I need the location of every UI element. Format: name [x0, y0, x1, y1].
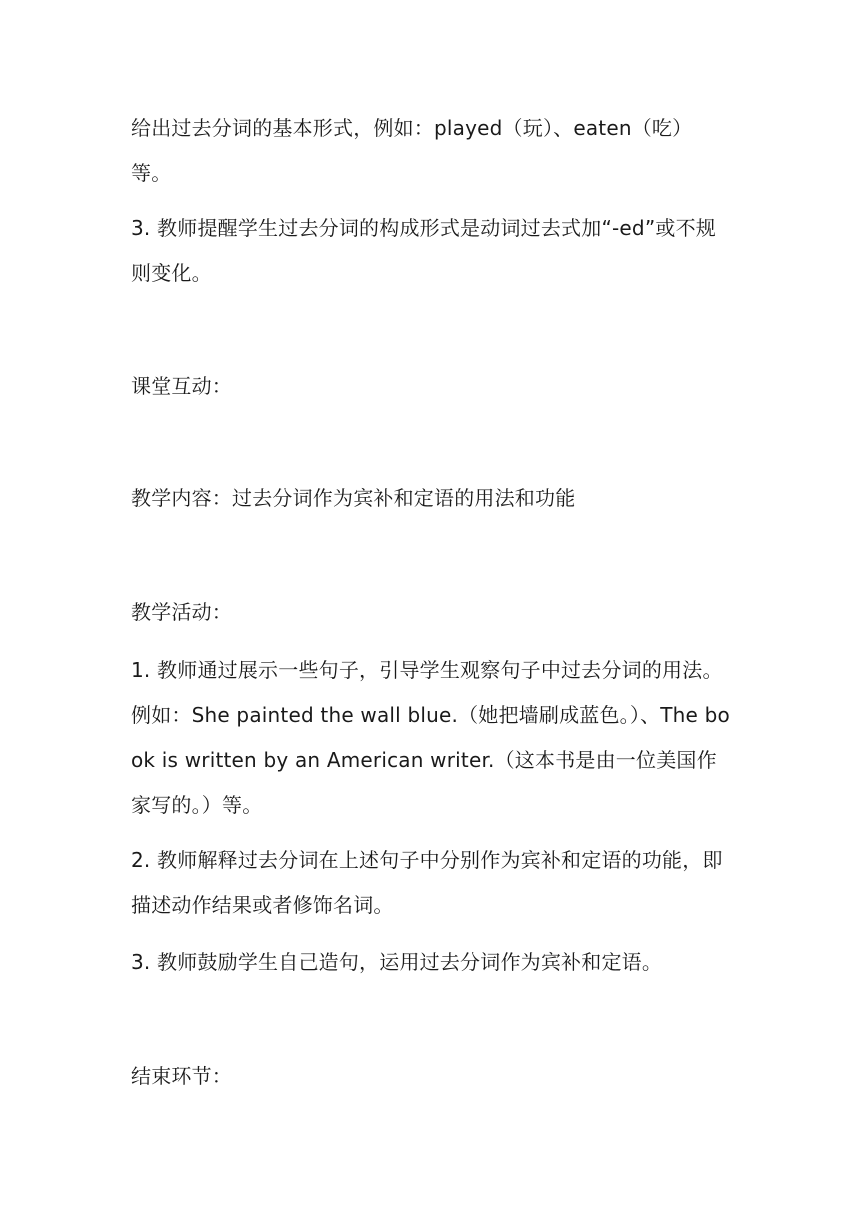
paragraph-step-3-formation: 3. 教师提醒学生过去分词的构成形式是动词过去式加“-ed”或不规则变化。 — [131, 216, 716, 285]
section-heading-closing: 结束环节： — [131, 1064, 232, 1088]
section-heading-class-interaction: 课堂互动： — [131, 374, 232, 398]
paragraph-activity-step-3: 3. 教师鼓励学生自己造句，运用过去分词作为宾补和定语。 — [131, 950, 663, 974]
section-heading-teaching-activities: 教学活动： — [131, 600, 232, 624]
paragraph-past-participle-forms: 给出过去分词的基本形式，例如：played（玩）、eaten（吃）等。 — [131, 116, 693, 185]
paragraph-activity-step-1: 1. 教师通过展示一些句子，引导学生观察句子中过去分词的用法。例如：She painted the wall blue.（她把墙刷成蓝色。）、The book is written by an American writer.（这本书是由一位美国作家写的。）等。 — [131, 658, 730, 817]
paragraph-teaching-content: 教学内容：过去分词作为宾补和定语的用法和功能 — [131, 486, 576, 510]
paragraph-activity-step-2: 2. 教师解释过去分词在上述句子中分别作为宾补和定语的功能，即描述动作结果或者修饰名词。 — [131, 848, 723, 917]
